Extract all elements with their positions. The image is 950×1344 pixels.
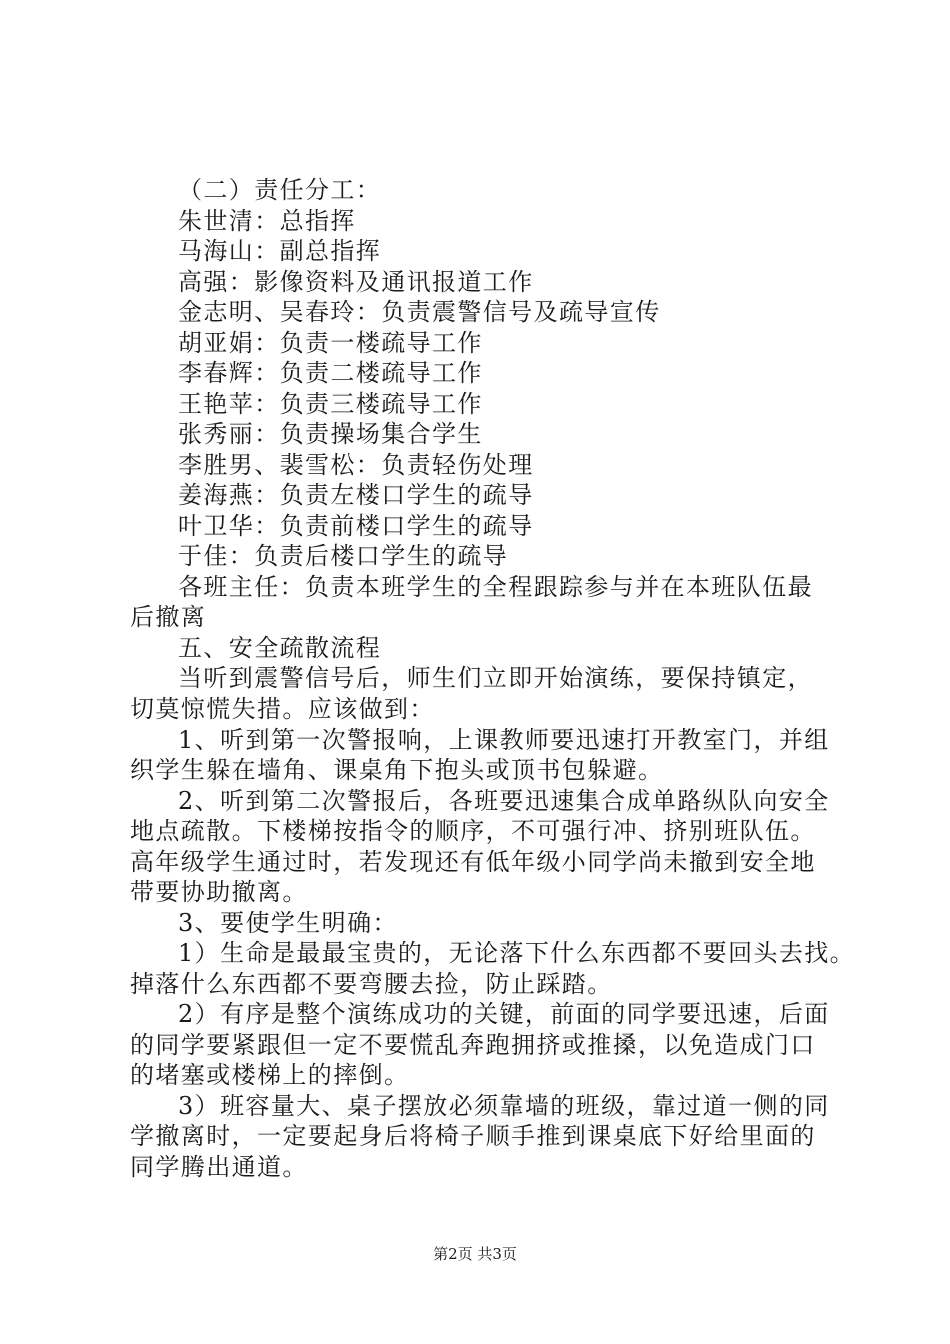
text-line: 1、听到第一次警报响，上课教师要迅速打开教室门，并组 — [178, 726, 830, 754]
text-line: 张秀丽：负责操场集合学生 — [178, 420, 483, 448]
text-line: 带要协助撤离。 — [130, 878, 308, 906]
text-line: 王艳苹：负责三楼疏导工作 — [178, 390, 483, 418]
text-line: 2、听到第二次警报后，各班要迅速集合成单路纵队向安全 — [178, 787, 830, 815]
text-line: 3）班容量大、桌子摆放必须靠墙的班级，靠过道一侧的同 — [178, 1092, 830, 1120]
page-number-footer: 第2页 共3页 — [433, 1245, 517, 1263]
section-heading-evacuation: 五、安全疏散流程 — [178, 634, 382, 662]
text-line: 的同学要紧跟但一定不要慌乱奔跑拥挤或推搡，以免造成门口 — [130, 1031, 816, 1059]
text-line: 叶卫华：负责前楼口学生的疏导 — [178, 512, 534, 540]
text-line: 胡亚娟：负责一楼疏导工作 — [178, 329, 483, 357]
text-line: 金志明、吴春玲：负责震警信号及疏导宣传 — [178, 298, 661, 326]
text-line: 当听到震警信号后，师生们立即开始演练，要保持镇定， — [178, 664, 813, 692]
text-line: 学撤离时，一定要起身后将椅子顺手推到课桌底下好给里面的 — [130, 1122, 816, 1150]
text-line: 于佳：负责后楼口学生的疏导 — [178, 542, 509, 570]
text-line: 姜海燕：负责左楼口学生的疏导 — [178, 481, 534, 509]
text-line: 地点疏散。下楼梯按指令的顺序，不可强行冲、挤别班队伍。 — [130, 817, 816, 845]
text-line: 高年级学生通过时，若发现还有低年级小同学尚未撤到安全地 — [130, 848, 816, 876]
section-heading-duties: （二）责任分工： — [178, 176, 382, 204]
text-line: 的堵塞或楼梯上的摔倒。 — [130, 1061, 410, 1089]
text-line: 李胜男、裴雪松：负责轻伤处理 — [178, 451, 534, 479]
text-line: 掉落什么东西都不要弯腰去捡，防止踩踏。 — [130, 970, 613, 998]
text-line: 同学腾出通道。 — [130, 1153, 308, 1181]
text-line: 3、要使学生明确： — [178, 909, 398, 937]
text-line: 高强：影像资料及通讯报道工作 — [178, 268, 534, 296]
text-line: 朱世清：总指挥 — [178, 207, 356, 235]
text-line: 李春辉：负责二楼疏导工作 — [178, 359, 483, 387]
text-line: 后撤离 — [130, 603, 207, 631]
text-line: 2）有序是整个演练成功的关键，前面的同学要迅速，后面 — [178, 1000, 830, 1028]
text-line: 织学生躲在墙角、课桌角下抱头或顶书包躲避。 — [130, 756, 664, 784]
text-line: 马海山：副总指挥 — [178, 237, 382, 265]
text-line: 各班主任：负责本班学生的全程跟踪参与并在本班队伍最 — [178, 573, 813, 601]
text-line: 切莫惊慌失措。应该做到： — [130, 695, 435, 723]
text-line: 1）生命是最最宝贵的，无论落下什么东西都不要回头去找。 — [178, 939, 856, 967]
